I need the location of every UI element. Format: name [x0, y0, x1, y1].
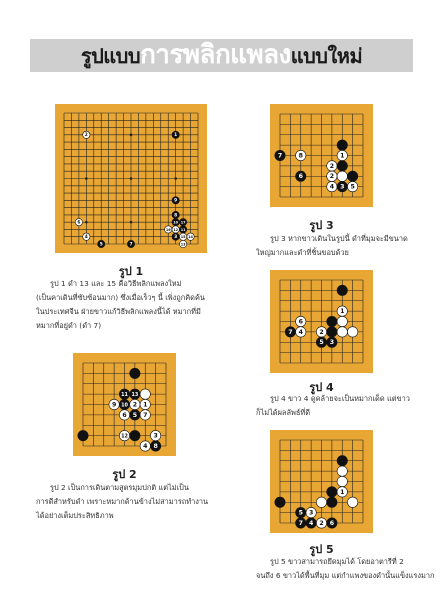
black-stone [327, 327, 337, 337]
white-stone [337, 171, 347, 181]
black-stone [327, 487, 337, 497]
stone-number: 5 [99, 242, 103, 248]
stone-number: 8 [153, 442, 158, 450]
stone-number: 7 [298, 519, 303, 527]
black-stone [347, 171, 357, 181]
stone-number: 1 [340, 488, 345, 496]
go-board-fig2 [73, 353, 176, 456]
stone-number: 2 [329, 173, 335, 181]
stone-number: 6 [298, 173, 303, 181]
white-stone [347, 327, 357, 337]
black-stone [327, 497, 337, 507]
text-fig3-line2: ใหญ่มากและดำที่ชิ้นขอบด้วย [256, 248, 349, 257]
white-stone [347, 497, 357, 507]
stone-number: 3 [340, 183, 345, 191]
text-fig5 [256, 555, 436, 583]
stone-number: 4 [143, 442, 148, 450]
stone-number: 6 [122, 411, 127, 419]
white-stone [140, 389, 150, 399]
stone-number: 1 [174, 133, 178, 139]
stone-number: 4 [298, 328, 303, 336]
stone-number: 12 [121, 433, 128, 440]
text-fig3-line1: รูป 3 หากขาวเดินในรูปนี้ ดำที่มุมจะมีขนาด [270, 234, 408, 243]
text-fig2-line2: การดีสำหรับดำ เพราะหมากด้านข้างไม่สามารถทำงาน [36, 497, 209, 506]
star-point [174, 177, 177, 180]
title-part-3: แบบใหม่ [290, 44, 363, 68]
stone-number: 5 [298, 509, 303, 517]
text-fig1 [36, 277, 228, 333]
stone-number: 7 [129, 242, 133, 248]
text-fig1-line2: (เป็นคาเดินที่ซับซ้อนมาก) ซึ่งเมื่อเร็วๆ นี้ เพิ่งถูกคิดค้น [36, 293, 205, 302]
black-stone [327, 316, 337, 326]
stone-number: 5 [350, 183, 355, 191]
stone-number: 6 [77, 220, 81, 226]
text-fig1-line4: หมากที่อยู่ดำ (ดำ 7) [36, 321, 102, 330]
white-stone [337, 327, 347, 337]
board-svg-fig5 [270, 430, 373, 533]
stone-number: 3 [174, 235, 178, 241]
text-fig5-line1: รูป 5 ขาวสามารถยึดมุมได้ โดยอาตารีที่ 2 [270, 557, 404, 566]
go-board-fig5 [270, 430, 373, 533]
caption-fig2: รูป 2 [112, 468, 137, 481]
page-title [30, 39, 413, 72]
stone-number: 16 [165, 227, 171, 232]
black-stone [337, 140, 347, 150]
title-banner [30, 39, 413, 72]
stone-number: 4 [308, 519, 314, 527]
stone-number: 10 [173, 220, 179, 225]
stone-number: 11 [180, 227, 186, 232]
title-part-2: การพลิกแพลง [140, 40, 291, 70]
text-fig4-line2: ก็ไม่ได้ผลลัพธ์ที่ดี [256, 408, 311, 417]
text-fig2 [36, 481, 228, 523]
stone-number: 11 [121, 392, 128, 399]
star-point [85, 177, 88, 180]
stone-number: 7 [277, 152, 283, 160]
stone-number: 1 [340, 308, 345, 316]
stone-number: 3 [153, 432, 158, 440]
stone-number: 13 [180, 242, 186, 247]
white-stone [337, 316, 347, 326]
text-fig3 [256, 232, 428, 260]
caption-fig3: รูป 3 [309, 219, 334, 232]
go-board-fig4 [270, 270, 373, 373]
board-svg-fig3 [270, 104, 373, 207]
text-fig5-line2: จนถึง 6 ขาวได้พื้นที่มุม แต่กำแพงของดำนั้นแข็งแรงมาก [256, 571, 435, 580]
stone-number: 5 [319, 339, 324, 347]
caption-fig1: รูป 1 [118, 265, 144, 278]
stone-number: 9 [111, 401, 117, 409]
black-stone [78, 430, 88, 440]
stone-number: 4 [84, 235, 88, 241]
white-stone [337, 466, 347, 476]
stone-number: 3 [308, 509, 314, 517]
stone-number: 6 [298, 318, 303, 326]
black-stone [130, 430, 140, 440]
stone-number: 5 [132, 411, 138, 419]
caption-fig4: รูป 4 [309, 381, 334, 394]
black-stone [275, 497, 285, 507]
black-stone [337, 161, 347, 171]
stone-number: 13 [131, 392, 139, 399]
title-part-1: รูปแบบ [80, 44, 141, 68]
stone-number: 2 [319, 519, 324, 527]
stone-number: 17 [180, 220, 186, 225]
star-point [130, 177, 133, 180]
star-point [130, 221, 133, 224]
text-fig1-line1: รูป 1 ดำ 13 และ 15 คือวิธีพลิกแพลงใหม่ [50, 279, 182, 288]
caption-fig5: รูป 5 [309, 543, 334, 556]
stone-number: 9 [174, 198, 178, 204]
stone-number: 2 [319, 328, 324, 336]
stone-number: 3 [329, 339, 335, 347]
text-fig2-line3: ได้อย่างเต็มประสิทธิภาพ [36, 511, 114, 520]
stone-number: 12 [173, 227, 179, 232]
stone-number: 10 [121, 402, 128, 409]
stone-number: 6 [329, 519, 335, 527]
stone-number: 8 [298, 152, 303, 160]
go-board-fig3 [270, 104, 373, 207]
text-fig1-line3: ในประเทศจีน ฝ่ายขาวแก้วิธีพลิกแพลงนี้ได้ หมากที่มี [36, 307, 201, 316]
black-stone [337, 285, 347, 295]
black-stone [337, 456, 347, 466]
board-svg-fig2 [73, 353, 176, 456]
stone-number: 8 [174, 213, 178, 219]
stone-number: 14 [188, 235, 193, 240]
text-fig2-line1: รูป 2 เป็นการเดินตามสูตรมุมปกติ แต่ไม่เป็น [50, 483, 189, 492]
stone-number: 4 [329, 183, 335, 191]
board-svg-fig1 [55, 104, 207, 253]
stone-number: 2 [329, 162, 335, 170]
black-stone [130, 368, 140, 378]
stone-number: 15 [180, 235, 186, 240]
stone-number: 2 [132, 401, 138, 409]
stone-number: 1 [143, 401, 148, 409]
stone-number: 7 [143, 411, 148, 419]
stone-number: 1 [340, 152, 345, 160]
board-svg-fig4 [270, 270, 373, 373]
text-fig4-line1: รูป 4 ขาว 4 ดูคล้ายจะเป็นหมากเด็ด แต่ขาว [270, 394, 410, 403]
go-board-fig1 [55, 104, 207, 253]
white-stone [316, 497, 326, 507]
star-point [130, 134, 133, 137]
white-stone [337, 476, 347, 486]
stone-number: 2 [84, 133, 88, 139]
star-point [85, 221, 88, 224]
stone-number: 7 [288, 328, 293, 336]
text-fig4 [256, 392, 428, 420]
